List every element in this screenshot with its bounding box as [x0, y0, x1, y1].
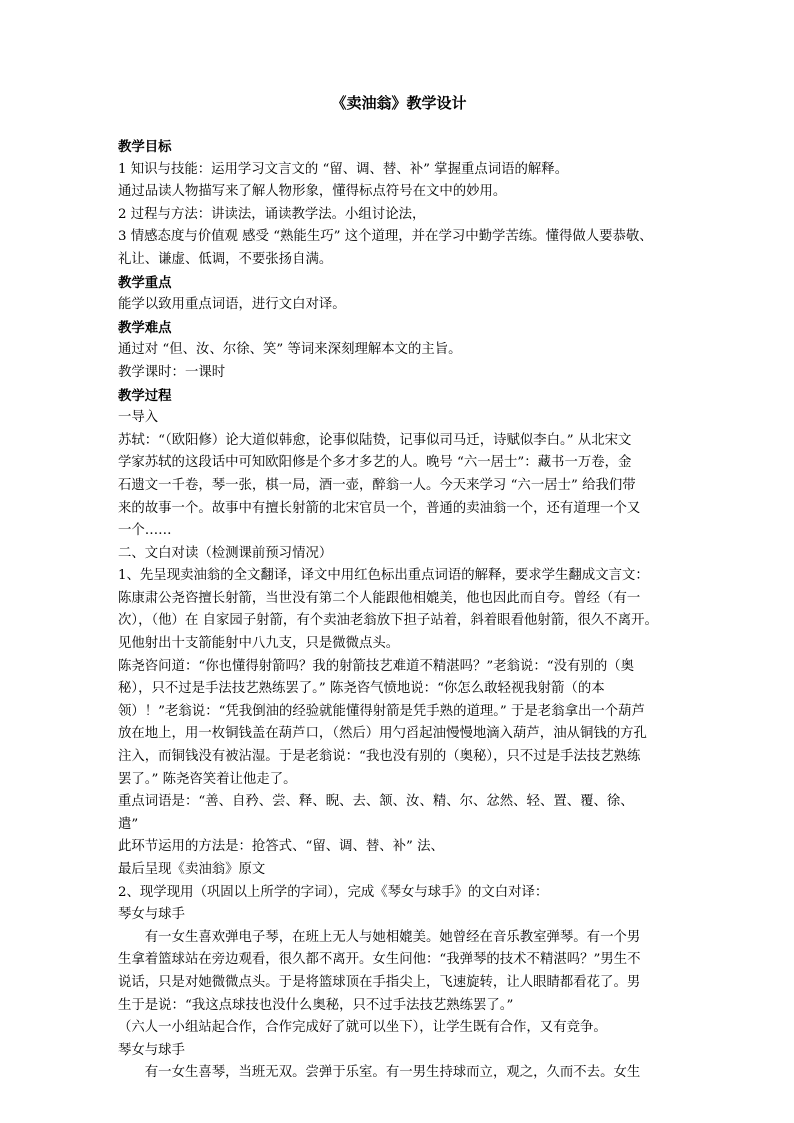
- text-line: 学家苏轼的这段话中可知欧阳修是个多才多艺的人。晚号 “六一居士”：藏书一万卷，金: [118, 455, 632, 471]
- text-line: 1 知识与技能：运用学习文言文的 “留、调、替、补” 掌握重点词语的解释。: [118, 161, 569, 177]
- text-line: 罢了。” 陈尧咨笑着让他走了。: [118, 771, 297, 787]
- text-line: 有一女生喜欢弹电子琴，在班上无人与她相媲美。她曾经在音乐教室弹琴。有一个男: [144, 929, 641, 945]
- section-heading: 教学过程: [118, 387, 172, 404]
- text-line: 来的故事一个。故事中有擅长射箭的北宋官员一个，普通的卖油翁一个，还有道理一个又: [118, 500, 641, 516]
- text-line: 说话，只是对她微微点头。于是将篮球顶在手指尖上，飞速旋转，让人眼睛都看花了。男: [118, 974, 641, 990]
- text-line: （六人一小组站起合作，合作完成好了就可以坐下），让学生既有合作，又有竞争。: [118, 1020, 607, 1036]
- text-line: 2 过程与方法：讲读法，诵读教学法。小组讨论法，: [118, 206, 426, 222]
- text-line: 能学以致用重点词语，进行文白对译。: [118, 297, 346, 313]
- text-line: 2、现学现用（巩固以上所学的字词），完成《琴女与球手》的文白对译：: [118, 884, 549, 900]
- text-line: 3 情感态度与价值观 感受 “熟能生巧” 这个道理，并在学习中勤学苦练。懂得做人要恭敬、: [118, 229, 653, 245]
- text-line: 重点词语是：“善、自矜、尝、释、睨、去、颔、汝、精、尔、忿然、轻、置、覆、徐、: [118, 794, 634, 810]
- text-line: 秘），只不过是手法技艺熟练罢了。” 陈尧咨气愤地说：“你怎么敢轻视我射箭（的本: [118, 681, 605, 697]
- text-line: 琴女与球手: [118, 907, 185, 923]
- text-line: 次），（他）在 自家园子射箭，有个卖油老翁放下担子站着，斜着眼看他射箭，很久不离开。: [118, 613, 658, 629]
- text-line: 石遗文一千卷，琴一张，棋一局，酒一壶，醉翁一人。今天来学习 “六一居士” 给我们带: [118, 477, 636, 493]
- text-line: 领）！”老翁说：“凭我倒油的经验就能懂得射箭是凭手熟的道理。” 于是老翁拿出一个葫芦: [118, 703, 645, 719]
- text-line: 苏轼：“（欧阳修）论大道似韩愈，论事似陆贽，记事似司马迁，诗赋似李白。” 从北宋文: [118, 432, 632, 448]
- text-line: 注入，而铜钱没有被沾湿。于是老翁说：“我也没有别的（奥秘），只不过是手法技艺熟练: [118, 749, 641, 765]
- document-title: 《卖油翁》教学设计: [331, 94, 467, 112]
- text-line: 1、先呈现卖油翁的全文翻译，译文中用红色标出重点词语的解释，要求学生翻成文言文：: [118, 568, 649, 584]
- text-line: 见他射出十支箭能射中八九支，只是微微点头。: [118, 636, 400, 652]
- text-line: 教学课时：一课时: [118, 364, 226, 380]
- text-line: 礼让、谦虚、低调，不要张扬自满。: [118, 251, 333, 267]
- text-line: 琴女与球手: [118, 1042, 185, 1058]
- text-line: 通过对 “但、汝、尔徐、笑” 等词来深刻理解本文的主旨。: [118, 342, 462, 358]
- text-line: 最后呈现《卖油翁》原文: [118, 862, 266, 877]
- section-heading: 教学目标: [118, 139, 172, 155]
- text-line: 生拿着篮球站在旁边观看，很久都不离开。女生问他：“我弹琴的技术不精湛吗？”男生不: [118, 952, 641, 968]
- text-line: 一导入: [118, 410, 159, 426]
- document-body: [118, 136, 680, 1085]
- text-line: 遣”: [118, 816, 139, 832]
- text-line: 陈尧咨问道：“你也懂得射箭吗？我的射箭技艺难道不精湛吗？”老翁说：“没有别的（奥: [118, 658, 634, 674]
- text-line: 陈康肃公尧咨擅长射箭，当世没有第二个人能跟他相媲美，他也因此而自夸。曾经（有一: [118, 590, 641, 606]
- text-line: 一个……: [118, 523, 172, 539]
- text-line: 二、文白对读（检测课前预习情况）: [118, 545, 333, 561]
- text-line: 生于是说：“我这点球技也没什么奥秘，只不过手法技艺熟练罢了。”: [118, 997, 514, 1013]
- section-heading: 教学难点: [118, 319, 172, 336]
- text-line: 有一女生喜琴，当班无双。尝弹于乐室。有一男生持球而立，观之，久而不去。女生: [144, 1065, 641, 1081]
- text-line: 此环节运用的方法是：抢答式、“留、调、替、补” 法、: [118, 839, 444, 855]
- text-line: 通过品读人物描写来了解人物形象，懂得标点符号在文中的妙用。: [118, 184, 507, 200]
- document-page: [118, 92, 680, 1085]
- section-heading: 教学重点: [118, 274, 172, 291]
- text-line: 放在地上，用一枚铜钱盖在葫芦口，（然后）用勺舀起油慢慢地滴入葫芦，油从铜钱的方孔: [118, 726, 647, 742]
